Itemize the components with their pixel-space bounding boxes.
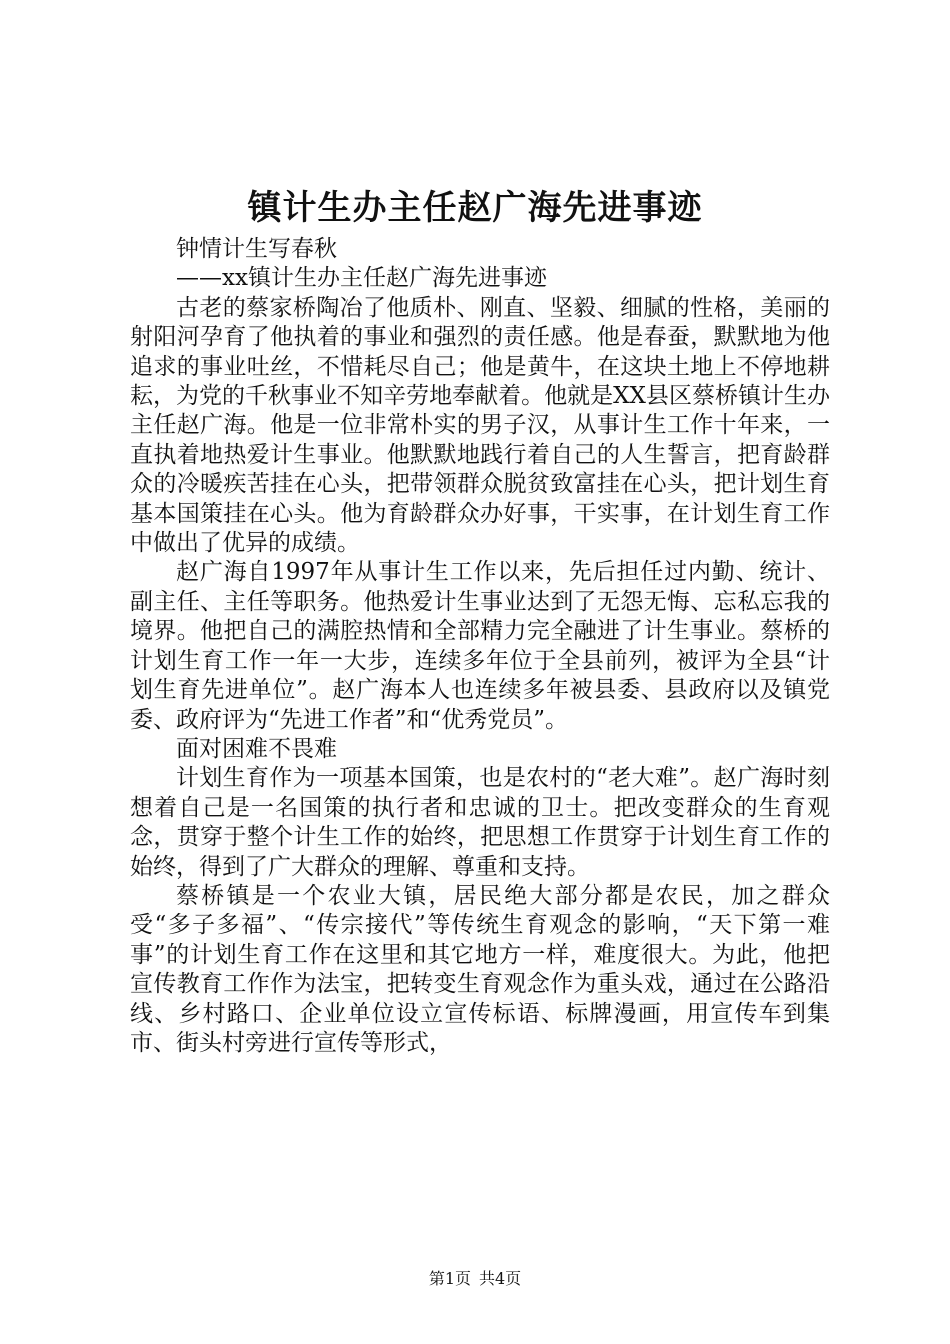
paragraph: 蔡桥镇是一个农业大镇，居民绝大部分都是农民，加之群众受“多子多福”、“传宗接代”等传统生育观念的影响，“天下第一难事”的计划生育工作在这里和其它地方一样，难度很大。为此，他把宣传教育工作作为法宝，把转变生育观念作为重头戏，通过在公路沿线、乡村路口、企业单位设立宣传标语、标牌漫画，用宣传车到集市、街头村旁进行宣传等形式，: [130, 882, 830, 1056]
paragraph: 古老的蔡家桥陶冶了他质朴、刚直、坚毅、细腻的性格，美丽的射阳河孕育了他执着的事业和强烈的责任感。他是春蚕，默默地为他追求的事业吐丝，不惜耗尽自己；他是黄牛，在这块土地上不停地耕耘，为党的千秋事业不知辛劳地奉献着。他就是XX县区蔡桥镇计生办主任赵广海。他是一位非常朴实的男子汉，从事计生工作十年来，一直执着地热爱计生事业。他默默地践行着自己的人生誓言，把育龄群众的冷暖疾苦挂在心头，把带领群众脱贫致富挂在心头，把计划生育基本国策挂在心头。他为育龄群众办好事，干实事，在计划生育工作中做出了优异的成绩。: [130, 294, 830, 557]
subtitle-line: ——xx镇计生办主任赵广海先进事迹: [176, 265, 547, 292]
page-total: 共4页: [479, 1269, 522, 1288]
section-heading: 面对困难不畏难: [176, 735, 337, 762]
paragraph: 赵广海自1997年从事计生工作以来，先后担任过内勤、统计、副主任、主任等职务。他热爱计生事业达到了无怨无悔、忘私忘我的境界。他把自己的满腔热情和全部精力完全融进了计生事业。蔡桥的计划生育工作一年一大步，连续多年位于全县前列，被评为全县“计划生育先进单位”。赵广海本人也连续多年被县委、县政府以及镇党委、政府评为“先进工作者”和“优秀党员”。: [130, 559, 830, 733]
document-title: 镇计生办主任赵广海先进事迹: [247, 188, 703, 228]
document-body: [130, 235, 830, 1058]
page-number: 第1页: [428, 1269, 471, 1288]
page-footer: [0, 1268, 950, 1290]
paragraph: 计划生育作为一项基本国策，也是农村的“老大难”。赵广海时刻想着自己是一名国策的执行者和忠诚的卫士。把改变群众的生育观念，贯穿于整个计生工作的始终，把思想工作贯穿于计划生育工作的始终，得到了广大群众的理解、尊重和支持。: [130, 765, 830, 880]
subtitle: 钟情计生写春秋: [176, 236, 337, 262]
